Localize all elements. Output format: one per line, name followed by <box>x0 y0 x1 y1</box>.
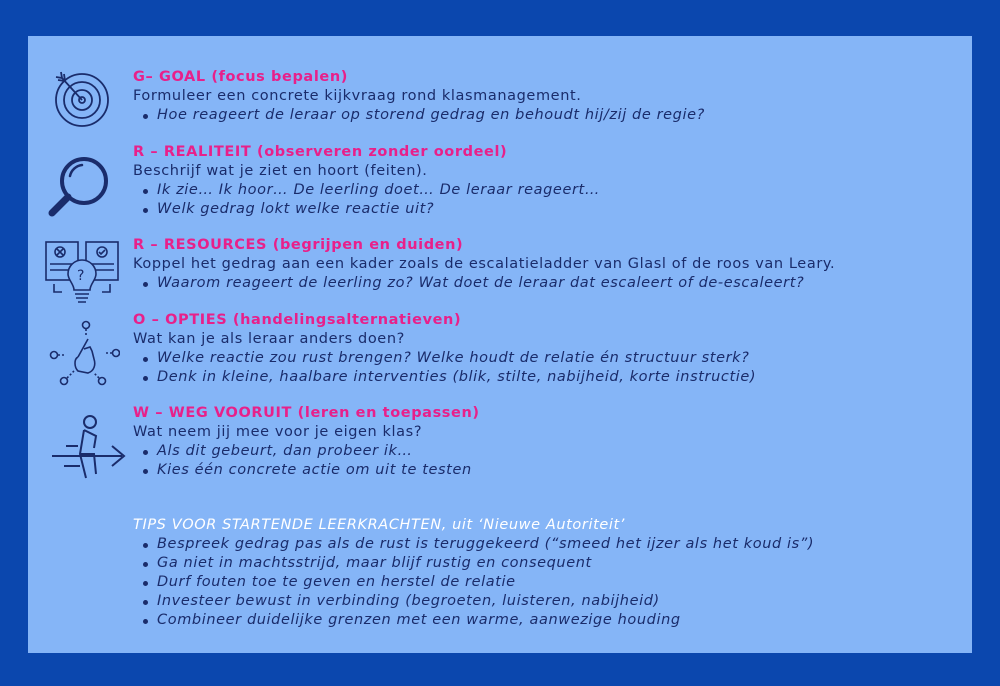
section-description: Beschrijf wat je ziet en hoort (feiten). <box>133 163 428 179</box>
section-text <box>133 311 962 387</box>
target-icon <box>52 68 112 128</box>
section-heading: G– GOAL (focus bepalen) <box>133 69 348 85</box>
section-description: Koppel het gedrag aan een kader zoals de escalatieladder van Glasl of de roos van Leary. <box>133 256 836 272</box>
section-heading: O – OPTIES (handelingsalternatieven) <box>133 312 462 328</box>
person-arrow-icon <box>50 414 128 486</box>
list-item: Kies één concrete actie om uit te testen <box>133 461 962 480</box>
section-heading: R – REALITEIT (observeren zonder oordeel) <box>133 144 508 160</box>
bullet-list <box>133 349 962 387</box>
section-description: Wat kan je als leraar anders doen? <box>133 331 405 347</box>
list-item: Bespreek gedrag pas als de rust is teruggekeerd (“smeed het ijzer als het koud is”) <box>133 535 962 554</box>
list-item: Waarom reageert de leerling zo? Wat doet de leraar dat escaleert of de-escaleert? <box>133 274 962 293</box>
list-item: Welke reactie zou rust brengen? Welke houdt de relatie én structuur sterk? <box>133 349 962 368</box>
section-text <box>133 404 962 480</box>
svg-text:?: ? <box>77 268 85 284</box>
list-item: Combineer duidelijke grenzen met een warme, aanwezige houding <box>133 611 962 630</box>
bullet-list <box>133 274 962 293</box>
section-heading: W – WEG VOORUIT (leren en toepassen) <box>133 405 480 421</box>
bullet-list <box>133 442 962 480</box>
list-item: Ga niet in machtsstrijd, maar blijf rustig en consequent <box>133 554 962 573</box>
list-item: Investeer bewust in verbinding (begroeten, luisteren, nabijheid) <box>133 592 962 611</box>
list-item: Durf fouten toe te geven en herstel de relatie <box>133 573 962 592</box>
list-item: Hoe reageert de leraar op storend gedrag en behoudt hij/zij de regie? <box>133 106 962 125</box>
bullet-list <box>133 181 962 219</box>
list-item: Als dit gebeurt, dan probeer ik… <box>133 442 962 461</box>
section-heading: R – RESOURCES (begrijpen en duiden) <box>133 237 464 253</box>
bullet-list <box>133 106 962 125</box>
tips-text <box>133 516 962 630</box>
magnifier-icon <box>46 151 112 217</box>
section-description: Formuleer een concrete kijkvraag rond klasmanagement. <box>133 88 582 104</box>
section-description: Wat neem jij mee voor je eigen klas? <box>133 424 423 440</box>
tips-list <box>133 535 962 630</box>
lightbulb-documents-icon <box>44 240 120 312</box>
hand-options-icon <box>48 319 120 389</box>
list-item: Ik zie… Ik hoor… De leerling doet… De leraar reageert… <box>133 181 962 200</box>
tips-title: TIPS VOOR STARTENDE LEERKRACHTEN, uit ‘Nieuwe Autoriteit’ <box>133 517 626 533</box>
list-item: Denk in kleine, haalbare interventies (blik, stilte, nabijheid, korte instructie) <box>133 368 962 387</box>
section-text <box>133 236 962 293</box>
list-item: Welk gedrag lokt welke reactie uit? <box>133 200 962 219</box>
content-panel <box>28 36 972 653</box>
section-text <box>133 143 962 219</box>
section-text <box>133 68 962 125</box>
